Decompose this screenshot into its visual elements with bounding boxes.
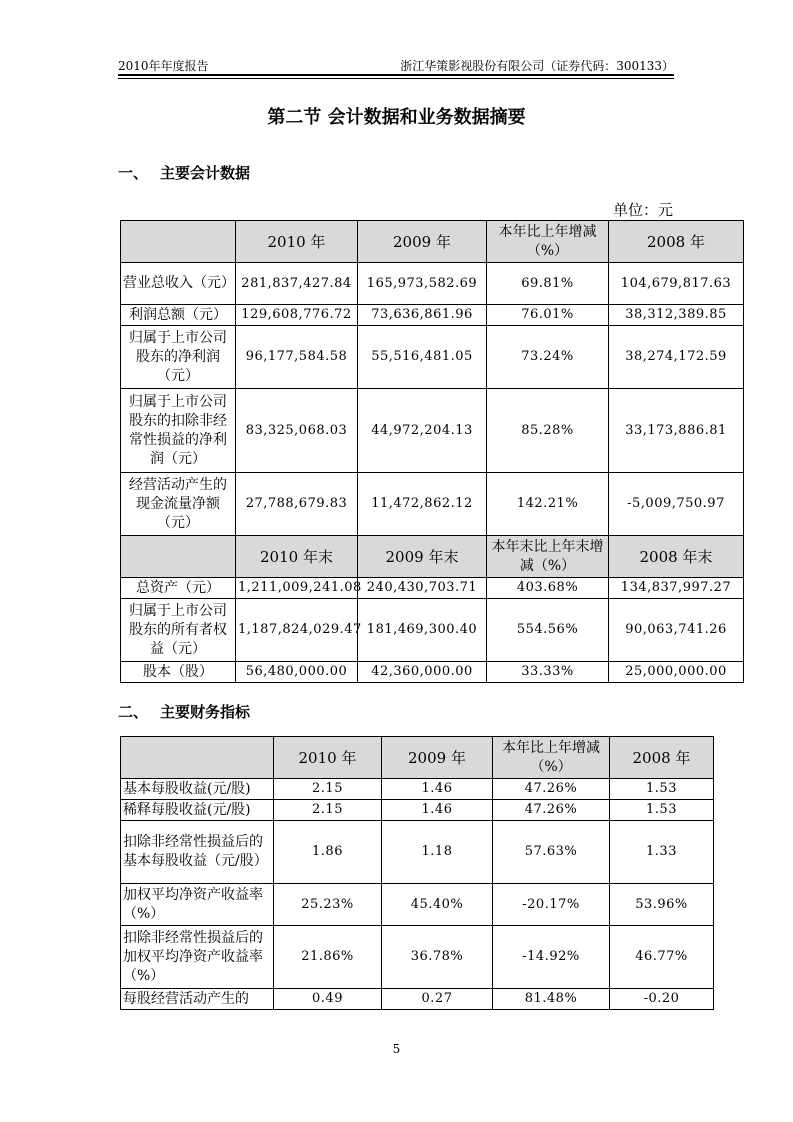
row-label: 扣除非经常性损益后的基本每股收益（元/股） [121, 821, 274, 884]
value-cell: 554.56% [487, 599, 609, 662]
header-cell: 本年比上年增减（%） [487, 221, 609, 263]
value-cell: 73.24% [487, 326, 609, 389]
value-cell: 129,608,776.72 [236, 305, 358, 326]
part1-heading [118, 163, 250, 183]
value-cell: -20.17% [493, 884, 610, 926]
company-name: 浙江华策影视股份有限公司（证券代码：300133） [400, 59, 674, 73]
value-cell: -14.92% [493, 926, 610, 989]
value-cell: 33.33% [487, 662, 609, 683]
table-row [121, 326, 744, 389]
part1-number: 一、 [118, 164, 149, 182]
header-cell: 本年比上年增减（%） [493, 737, 610, 779]
value-cell: 90,063,741.26 [609, 599, 744, 662]
part2-heading [118, 702, 250, 722]
row-label: 归属于上市公司股东的净利润（元） [121, 326, 236, 389]
table-row [121, 599, 744, 662]
value-cell: 53.96% [610, 884, 714, 926]
row-label: 每股经营活动产生的 [121, 989, 274, 1010]
value-cell: 73,636,861.96 [358, 305, 487, 326]
value-cell: 403.68% [487, 578, 609, 599]
value-cell: 165,973,582.69 [358, 263, 487, 305]
table-row [121, 821, 714, 884]
value-cell: 47.26% [493, 779, 610, 800]
value-cell: 104,679,817.63 [609, 263, 744, 305]
value-cell: 56,480,000.00 [236, 662, 358, 683]
header-cell: 2009 年 [358, 221, 487, 263]
value-cell: 2.15 [274, 779, 382, 800]
value-cell: 36.78% [382, 926, 493, 989]
value-cell: 281,837,427.84 [236, 263, 358, 305]
value-cell: 1,211,009,241.08 [236, 578, 358, 599]
value-cell: 240,430,703.71 [358, 578, 487, 599]
financial-indicators-table [120, 736, 714, 1010]
value-cell: 1.46 [382, 779, 493, 800]
value-cell: 1,187,824,029.47 [236, 599, 358, 662]
table-row [121, 305, 744, 326]
value-cell: 134,837,997.27 [609, 578, 744, 599]
page-header [118, 56, 674, 76]
header-cell: 2010 年末 [236, 536, 358, 578]
value-cell: 11,472,862.12 [358, 473, 487, 536]
value-cell: 76.01% [487, 305, 609, 326]
table-row [121, 989, 714, 1010]
row-label: 营业总收入（元） [121, 263, 236, 305]
table-row [121, 926, 714, 989]
value-cell: 1.53 [610, 779, 714, 800]
value-cell: 25.23% [274, 884, 382, 926]
row-label: 归属于上市公司股东的扣除非经常性损益的净利润（元） [121, 389, 236, 473]
value-cell: 181,469,300.40 [358, 599, 487, 662]
table-row [121, 779, 714, 800]
unit-label: 单位：元 [612, 201, 673, 219]
value-cell: 27,788,679.83 [236, 473, 358, 536]
part2-number: 二、 [118, 703, 149, 721]
row-label: 总资产（元） [121, 578, 236, 599]
value-cell: 38,312,389.85 [609, 305, 744, 326]
value-cell: 21.86% [274, 926, 382, 989]
value-cell: 1.86 [274, 821, 382, 884]
table-row [121, 662, 744, 683]
value-cell: 83,325,068.03 [236, 389, 358, 473]
page-number: 5 [392, 1042, 401, 1056]
header-cell: 2008 年 [609, 221, 744, 263]
table-header-row [121, 536, 744, 578]
header-cell: 2008 年 [610, 737, 714, 779]
value-cell: 1.46 [382, 800, 493, 821]
row-label: 利润总额（元） [121, 305, 236, 326]
value-cell: -0.20 [610, 989, 714, 1010]
header-corner [121, 737, 274, 779]
value-cell: 44,972,204.13 [358, 389, 487, 473]
table-row [121, 389, 744, 473]
value-cell: 57.63% [493, 821, 610, 884]
value-cell: 38,274,172.59 [609, 326, 744, 389]
row-label: 经营活动产生的现金流量净额（元） [121, 473, 236, 536]
value-cell: 2.15 [274, 800, 382, 821]
value-cell: 1.33 [610, 821, 714, 884]
table-row [121, 578, 744, 599]
value-cell: 0.27 [382, 989, 493, 1010]
value-cell: 85.28% [487, 389, 609, 473]
header-cell: 2008 年末 [609, 536, 744, 578]
table-row [121, 473, 744, 536]
header-corner [121, 221, 236, 263]
part2-title: 主要财务指标 [160, 703, 251, 721]
value-cell: 45.40% [382, 884, 493, 926]
row-label: 股本（股） [121, 662, 236, 683]
row-label: 归属于上市公司股东的所有者权益（元） [121, 599, 236, 662]
accounting-data-table [120, 220, 744, 683]
header-cell: 2010 年 [236, 221, 358, 263]
part1-title: 主要会计数据 [160, 164, 251, 182]
value-cell: 47.26% [493, 800, 610, 821]
section-title: 第二节 会计数据和业务数据摘要 [267, 107, 526, 128]
value-cell: 1.53 [610, 800, 714, 821]
table-header-row [121, 737, 714, 779]
table-row [121, 263, 744, 305]
value-cell: 33,173,886.81 [609, 389, 744, 473]
row-label: 稀释每股收益(元/股) [121, 800, 274, 821]
row-label: 加权平均净资产收益率（%） [121, 884, 274, 926]
value-cell: 69.81% [487, 263, 609, 305]
row-label: 扣除非经常性损益后的加权平均净资产收益率（%） [121, 926, 274, 989]
report-year-title: 2010年年度报告 [118, 59, 209, 73]
value-cell: 142.21% [487, 473, 609, 536]
value-cell: 55,516,481.05 [358, 326, 487, 389]
value-cell: -5,009,750.97 [609, 473, 744, 536]
table-header-row [121, 221, 744, 263]
table-row [121, 884, 714, 926]
row-label: 基本每股收益(元/股) [121, 779, 274, 800]
value-cell: 46.77% [610, 926, 714, 989]
value-cell: 0.49 [274, 989, 382, 1010]
value-cell: 96,177,584.58 [236, 326, 358, 389]
value-cell: 81.48% [493, 989, 610, 1010]
value-cell: 42,360,000.00 [358, 662, 487, 683]
header-cell: 2010 年 [274, 737, 382, 779]
header-cell: 2009 年 [382, 737, 493, 779]
header-corner [121, 536, 236, 578]
header-cell: 本年末比上年末增减（%） [487, 536, 609, 578]
value-cell: 25,000,000.00 [609, 662, 744, 683]
value-cell: 1.18 [382, 821, 493, 884]
table-row [121, 800, 714, 821]
header-cell: 2009 年末 [358, 536, 487, 578]
